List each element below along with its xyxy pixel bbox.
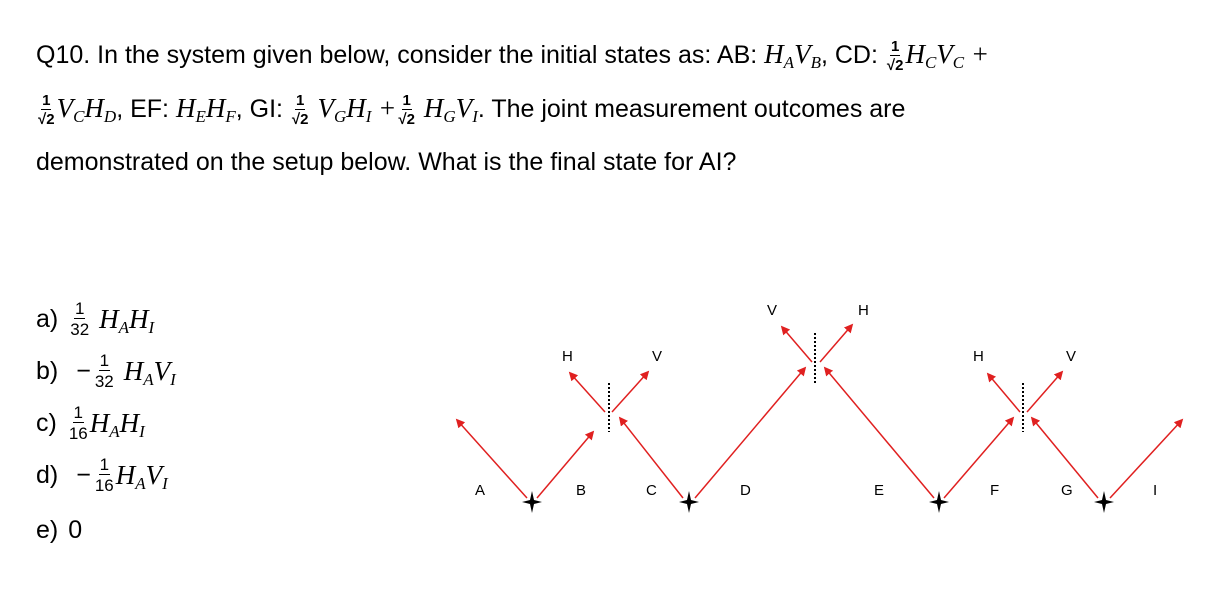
gi-term1: $V_GH_I$ + — [317, 93, 397, 126]
photon-label: E — [874, 482, 885, 499]
outcome-label: H — [562, 348, 573, 365]
option-b[interactable]: b) − $\frac{1}{32}$ $H_AV_I$ — [36, 351, 176, 391]
source-star-1 — [522, 491, 542, 513]
outcome-label: V — [652, 348, 663, 365]
gi-term2: $H_GV_I$ — [423, 93, 478, 126]
path-a — [457, 420, 527, 498]
photon-label: C — [646, 482, 657, 499]
path-d — [695, 368, 805, 498]
path-f — [944, 418, 1013, 498]
photon-label: A — [475, 482, 486, 499]
option-e[interactable]: e) 0 — [36, 516, 83, 544]
source-star-2 — [679, 491, 699, 513]
outcome-label: V — [767, 302, 778, 319]
fraction: $\frac{1}{√2}$ — [886, 38, 904, 75]
photon-label: I — [1153, 482, 1158, 499]
outcome-label: H — [973, 348, 984, 365]
bsm3-out-v — [1027, 372, 1062, 412]
bsm1-out-v — [612, 372, 648, 412]
bsm2-out-h — [820, 325, 852, 362]
cd-term1: $H_CV_C$ + — [905, 39, 990, 72]
photon-label: F — [990, 482, 1000, 499]
ab-state: $H_AV_B$ — [764, 39, 821, 72]
cd-label: , CD: — [820, 41, 878, 69]
question-prefix: Q10. In the system given below, consider the initial states as: AB: — [36, 41, 758, 69]
photon-label: D — [740, 482, 751, 499]
bsm2-out-v — [782, 327, 812, 362]
outcome-label: H — [858, 302, 869, 319]
ef-label: , EF: — [116, 95, 169, 123]
fraction: $\frac{1}{√2}$ — [398, 92, 415, 129]
outcome-label: V — [1066, 348, 1077, 365]
fraction: $\frac{1}{√2}$ — [38, 92, 55, 129]
ef-state: $H_EH_F$ — [175, 93, 236, 126]
bsm3-out-h — [988, 374, 1020, 412]
photon-label: B — [576, 482, 587, 499]
path-e — [825, 368, 934, 498]
gi-label: , GI: — [235, 95, 283, 123]
question-mid: . The joint measurement outcomes are — [477, 95, 906, 123]
photon-label: G — [1061, 482, 1073, 499]
option-d[interactable]: d) − $\frac{1}{16}$ $H_AV_I$ — [36, 455, 168, 495]
cd-term2: $V_CH_D$ — [56, 93, 117, 126]
bsm1-out-h — [570, 373, 605, 412]
option-a[interactable]: a) $\frac{1}{32}$ $H_AH_I$ — [36, 299, 155, 339]
fraction: $\frac{1}{√2}$ — [291, 92, 309, 129]
option-c[interactable]: c) $\frac{1}{16}$ $H_AH_I$ — [36, 403, 145, 443]
path-i — [1110, 420, 1182, 498]
question-line3: demonstrated on the setup below. What is the final state for AI? — [36, 148, 737, 176]
source-star-3 — [929, 491, 949, 513]
source-star-4 — [1094, 491, 1114, 513]
